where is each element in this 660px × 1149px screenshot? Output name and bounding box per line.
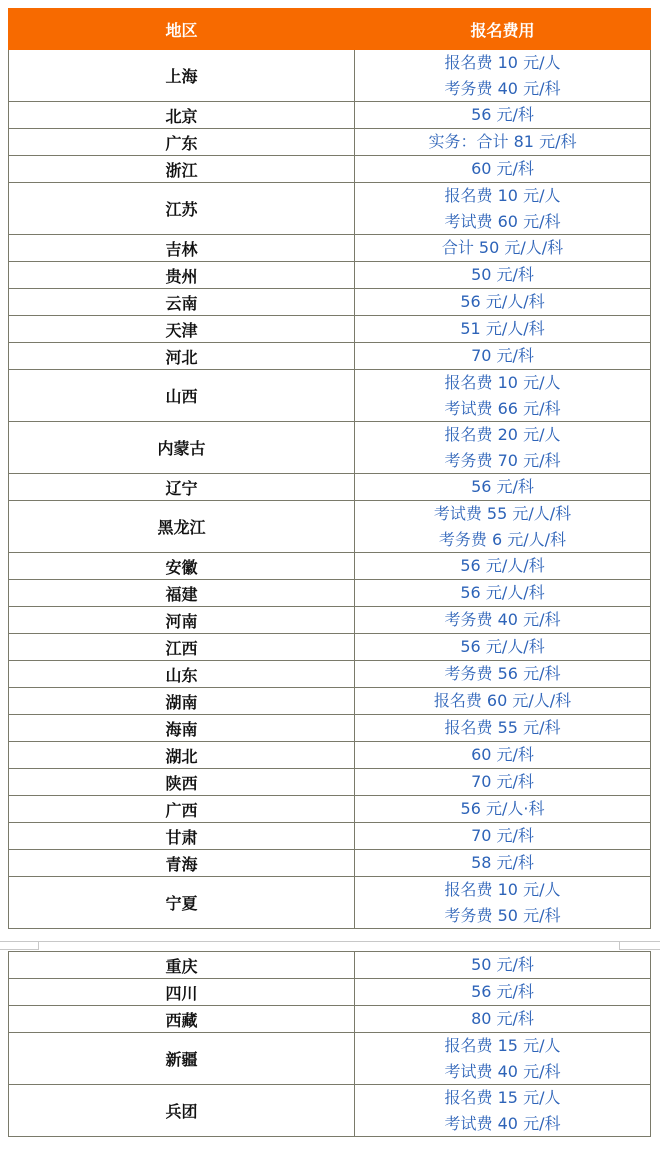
table-row [9, 634, 651, 661]
table-row [9, 769, 651, 796]
region-cell: 北京 [9, 102, 355, 129]
fee-cell [355, 1033, 651, 1085]
fee-cell [355, 634, 651, 661]
fee-cell [355, 769, 651, 796]
region-cell: 安徽 [9, 553, 355, 580]
region-cell: 河北 [9, 343, 355, 370]
table-row [9, 979, 651, 1006]
table-row [9, 102, 651, 129]
table-row [9, 877, 651, 929]
region-cell: 浙江 [9, 156, 355, 183]
fee-cell [355, 952, 651, 979]
fee-cell [355, 979, 651, 1006]
fee-cell [355, 474, 651, 501]
header-region: 地区 [9, 9, 355, 50]
table-row [9, 661, 651, 688]
fee-cell [355, 370, 651, 422]
table-row [9, 316, 651, 343]
region-cell: 甘肃 [9, 823, 355, 850]
fee-cell [355, 50, 651, 102]
fee-cell [355, 235, 651, 262]
fee-cell [355, 715, 651, 742]
fee-cell [355, 129, 651, 156]
fee-cell [355, 156, 651, 183]
fee-line: 报名费 10 元/人 [444, 373, 561, 392]
fee-line: 报名费 15 元/人 [444, 1036, 561, 1055]
table-row [9, 183, 651, 235]
region-cell: 湖北 [9, 742, 355, 769]
region-cell: 黑龙江 [9, 501, 355, 553]
region-cell: 上海 [9, 50, 355, 102]
fee-line: 报名费 15 元/人 [444, 1088, 561, 1107]
fee-line: 报名费 55 元/科 [444, 718, 561, 738]
fee-line: 考务费 56 元/科 [444, 664, 561, 684]
fee-cell [355, 501, 651, 553]
fee-line: 考试费 66 元/科 [444, 398, 561, 418]
fee-line: 考务费 6 元/人/科 [438, 529, 567, 549]
table-row [9, 501, 651, 553]
table-row [9, 422, 651, 474]
fee-line: 报名费 10 元/人 [444, 880, 561, 899]
fee-cell [355, 823, 651, 850]
fee-cell [355, 262, 651, 289]
region-cell: 江苏 [9, 183, 355, 235]
fee-line: 考务费 40 元/科 [444, 610, 561, 630]
region-cell: 青海 [9, 850, 355, 877]
fee-line: 50 元/科 [471, 265, 534, 285]
fee-line: 70 元/科 [471, 346, 534, 366]
region-cell: 山东 [9, 661, 355, 688]
fee-cell [355, 742, 651, 769]
table-row [9, 952, 651, 979]
fee-cell [355, 102, 651, 129]
region-cell: 天津 [9, 316, 355, 343]
region-cell: 湖南 [9, 688, 355, 715]
fee-line: 56 元/科 [471, 477, 534, 497]
fee-cell [355, 607, 651, 634]
fee-line: 56 元/科 [471, 105, 534, 125]
table-row [9, 850, 651, 877]
fee-table-page1 [8, 8, 651, 929]
fee-line: 考试费 40 元/科 [444, 1113, 561, 1133]
region-cell: 江西 [9, 634, 355, 661]
fee-cell [355, 422, 651, 474]
table-row [9, 129, 651, 156]
region-cell: 辽宁 [9, 474, 355, 501]
table-row [9, 50, 651, 102]
fee-line: 实务：合计 81 元/科 [428, 132, 577, 152]
table-row [9, 688, 651, 715]
fee-line: 56 元/人·科 [460, 799, 545, 819]
fee-line: 60 元/科 [471, 159, 534, 179]
table-row [9, 1006, 651, 1033]
fee-line: 报名费 10 元/人 [444, 53, 561, 72]
fee-line: 80 元/科 [471, 1009, 534, 1029]
table-row [9, 742, 651, 769]
fee-cell [355, 316, 651, 343]
table-row [9, 796, 651, 823]
fee-cell [355, 580, 651, 607]
table-row [9, 474, 651, 501]
region-cell: 贵州 [9, 262, 355, 289]
fee-line: 51 元/人/科 [460, 319, 545, 339]
fee-cell [355, 877, 651, 929]
fee-line: 报名费 10 元/人 [444, 186, 561, 205]
fee-cell [355, 553, 651, 580]
fee-cell [355, 183, 651, 235]
region-cell: 宁夏 [9, 877, 355, 929]
fee-cell [355, 343, 651, 370]
fee-line: 70 元/科 [471, 826, 534, 846]
fee-line: 56 元/科 [471, 982, 534, 1002]
fee-line: 考试费 40 元/科 [444, 1061, 561, 1081]
table-row [9, 607, 651, 634]
fee-cell [355, 688, 651, 715]
fee-line: 60 元/科 [471, 745, 534, 765]
fee-line: 考务费 50 元/科 [444, 905, 561, 925]
region-cell: 新疆 [9, 1033, 355, 1085]
fee-line: 56 元/人/科 [460, 583, 545, 603]
table-row [9, 580, 651, 607]
fee-cell [355, 796, 651, 823]
fee-line: 58 元/科 [471, 853, 534, 873]
table-row [9, 553, 651, 580]
fee-line: 报名费 20 元/人 [444, 425, 561, 444]
table-header-row [9, 9, 651, 50]
region-cell: 广西 [9, 796, 355, 823]
region-cell: 西藏 [9, 1006, 355, 1033]
fee-cell [355, 661, 651, 688]
fee-line: 50 元/科 [471, 955, 534, 975]
table-row [9, 715, 651, 742]
fee-line: 考务费 70 元/科 [444, 450, 561, 470]
fee-line: 合计 50 元/人/科 [441, 238, 564, 258]
fee-line: 考务费 40 元/科 [444, 78, 561, 98]
region-cell: 内蒙古 [9, 422, 355, 474]
table-row [9, 156, 651, 183]
table-row [9, 235, 651, 262]
region-cell: 山西 [9, 370, 355, 422]
table-row [9, 823, 651, 850]
fee-cell [355, 1085, 651, 1137]
header-fee: 报名费用 [355, 9, 651, 50]
region-cell: 陕西 [9, 769, 355, 796]
region-cell: 重庆 [9, 952, 355, 979]
fee-table-page2 [8, 951, 651, 1137]
region-cell: 四川 [9, 979, 355, 1006]
table-row [9, 262, 651, 289]
fee-cell [355, 850, 651, 877]
fee-line: 56 元/人/科 [460, 556, 545, 576]
table-row [9, 1085, 651, 1137]
region-cell: 吉林 [9, 235, 355, 262]
region-cell: 海南 [9, 715, 355, 742]
fee-line: 考试费 55 元/人/科 [433, 504, 572, 523]
fee-cell [355, 1006, 651, 1033]
page-break [0, 939, 660, 951]
fee-line: 70 元/科 [471, 772, 534, 792]
table-row [9, 370, 651, 422]
region-cell: 河南 [9, 607, 355, 634]
fee-line: 报名费 60 元/人/科 [433, 691, 572, 711]
fee-line: 56 元/人/科 [460, 292, 545, 312]
region-cell: 云南 [9, 289, 355, 316]
fee-cell [355, 289, 651, 316]
table-row [9, 289, 651, 316]
region-cell: 广东 [9, 129, 355, 156]
table-row [9, 343, 651, 370]
table-row [9, 1033, 651, 1085]
fee-line: 56 元/人/科 [460, 637, 545, 657]
region-cell: 兵团 [9, 1085, 355, 1137]
region-cell: 福建 [9, 580, 355, 607]
fee-line: 考试费 60 元/科 [444, 211, 561, 231]
